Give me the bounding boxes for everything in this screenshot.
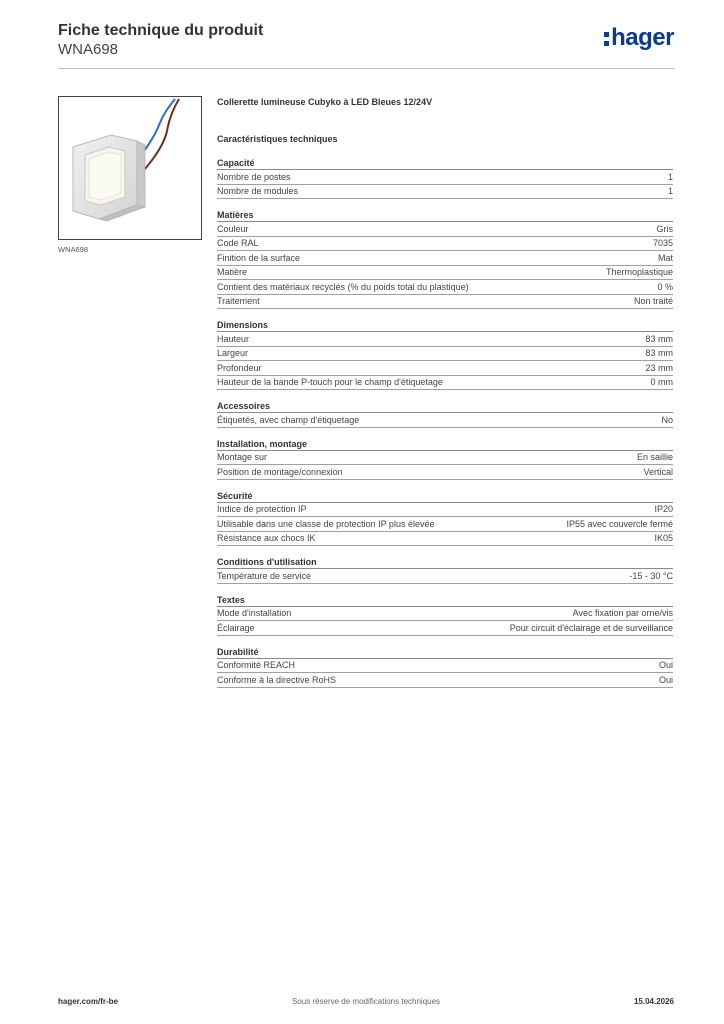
spec-label: Code RAL — [217, 238, 259, 249]
document-title: Fiche technique du produit — [58, 22, 264, 39]
spec-row — [217, 332, 673, 347]
spec-label: Position de montage/connexion — [217, 466, 343, 477]
spec-row — [217, 170, 673, 185]
spec-row — [217, 532, 673, 547]
group-title: Durabilité — [217, 645, 673, 659]
spec-row — [217, 185, 673, 200]
logo-colon-icon — [604, 28, 609, 50]
spec-label: Profondeur — [217, 362, 262, 373]
section-title: Caractéristiques techniques — [217, 134, 338, 144]
spec-label: Contient des matériaux recyclés (% du poids total du plastique) — [217, 281, 469, 292]
logo-text: hager — [611, 24, 674, 51]
spec-value: 0 % — [657, 281, 673, 292]
spec-row — [217, 607, 673, 622]
spec-label: Nombre de modules — [217, 186, 299, 197]
spec-label: Finition de la surface — [217, 252, 301, 263]
light-collar-illustration-icon — [59, 97, 202, 240]
spec-value: No — [661, 414, 673, 425]
group-title: Capacité — [217, 156, 673, 170]
page-footer — [58, 997, 674, 1011]
spec-row — [217, 280, 673, 295]
spec-value: 83 mm — [645, 333, 673, 344]
group-title: Installation, montage — [217, 437, 673, 451]
spec-value: IK05 — [654, 533, 673, 544]
spec-group-capacite — [217, 156, 673, 199]
spec-value: Oui — [658, 674, 673, 685]
spec-label: Matière — [217, 267, 248, 278]
spec-row — [217, 266, 673, 281]
spec-value: Avec fixation par orne/vis — [572, 608, 673, 619]
spec-label: Éclairage — [217, 622, 255, 633]
spec-group-dimensions — [217, 318, 673, 390]
spec-row — [217, 222, 673, 237]
spec-row — [217, 295, 673, 310]
spec-label: Couleur — [217, 223, 249, 234]
group-title: Dimensions — [217, 318, 673, 332]
spec-label: Conformité REACH — [217, 660, 296, 671]
spec-value: Vertical — [643, 466, 673, 477]
header-divider — [58, 68, 674, 69]
spec-value: Oui — [658, 660, 673, 671]
spec-value: IP20 — [654, 504, 673, 515]
spec-value: En saillie — [636, 452, 673, 463]
spec-group-matieres — [217, 208, 673, 309]
spec-row — [217, 451, 673, 466]
spec-row — [217, 503, 673, 518]
spec-label: Étiquetés, avec champ d'étiquetage — [217, 414, 360, 425]
product-reference: WNA698 — [58, 41, 119, 58]
spec-group-conditions — [217, 555, 673, 584]
spec-value: 7035 — [652, 238, 673, 249]
spec-value: 23 mm — [645, 362, 673, 373]
image-caption: WNA698 — [58, 245, 89, 254]
spec-row — [217, 621, 673, 636]
spec-row — [217, 237, 673, 252]
page-header — [58, 20, 674, 68]
spec-label: Mode d'installation — [217, 608, 292, 619]
spec-value: 83 mm — [645, 348, 673, 359]
spec-value: Mat — [657, 252, 673, 263]
spec-value: Thermoplastique — [605, 267, 673, 278]
product-name: Collerette lumineuse Cubyko à LED Bleues 12/24V — [217, 97, 433, 107]
spec-row — [217, 251, 673, 266]
spec-value: 0 mm — [650, 377, 673, 388]
footer-website-link[interactable]: hager.com/fr-be — [58, 997, 119, 1006]
spec-row — [217, 361, 673, 376]
spec-value: Non traité — [633, 296, 673, 307]
spec-label: Largeur — [217, 348, 249, 359]
group-title: Textes — [217, 593, 673, 607]
spec-label: Résistance aux chocs IK — [217, 533, 316, 544]
spec-group-textes — [217, 593, 673, 636]
spec-row — [217, 465, 673, 480]
spec-row — [217, 673, 673, 688]
spec-label: Traitement — [217, 296, 260, 307]
spec-row — [217, 413, 673, 428]
hager-logo — [604, 24, 674, 54]
spec-group-accessoires — [217, 399, 673, 428]
spec-value: IP55 avec couvercle fermé — [566, 518, 673, 529]
spec-group-installation — [217, 437, 673, 480]
spec-label: Montage sur — [217, 452, 268, 463]
spec-group-securite — [217, 489, 673, 547]
spec-label: Hauteur de la bande P-touch pour le champ d'étiquetage — [217, 377, 443, 388]
spec-row — [217, 569, 673, 584]
group-title: Accessoires — [217, 399, 673, 413]
group-title: Matières — [217, 208, 673, 222]
spec-label: Indice de protection IP — [217, 504, 307, 515]
product-image — [58, 96, 202, 240]
group-title: Sécurité — [217, 489, 673, 503]
spec-group-durabilite — [217, 645, 673, 688]
spec-label: Utilisable dans une classe de protection IP plus élevée — [217, 518, 435, 529]
spec-row — [217, 517, 673, 532]
spec-value: Pour circuit d'éclairage et de surveillance — [509, 622, 673, 633]
spec-label: Température de service — [217, 570, 312, 581]
spec-value: 1 — [667, 186, 673, 197]
spec-label: Conforme à la directive RoHS — [217, 674, 337, 685]
spec-value: -15 - 30 °C — [629, 570, 673, 581]
spec-row — [217, 347, 673, 362]
spec-row — [217, 376, 673, 391]
spec-row — [217, 659, 673, 674]
group-title: Conditions d'utilisation — [217, 555, 673, 569]
spec-content — [217, 96, 673, 688]
footer-disclaimer: Sous réserve de modifications techniques — [291, 997, 441, 1006]
spec-label: Hauteur — [217, 333, 250, 344]
spec-value: 1 — [667, 171, 673, 182]
spec-label: Nombre de postes — [217, 171, 291, 182]
spec-value: Gris — [656, 223, 673, 234]
footer-date: 15.04.2026 — [633, 997, 674, 1006]
